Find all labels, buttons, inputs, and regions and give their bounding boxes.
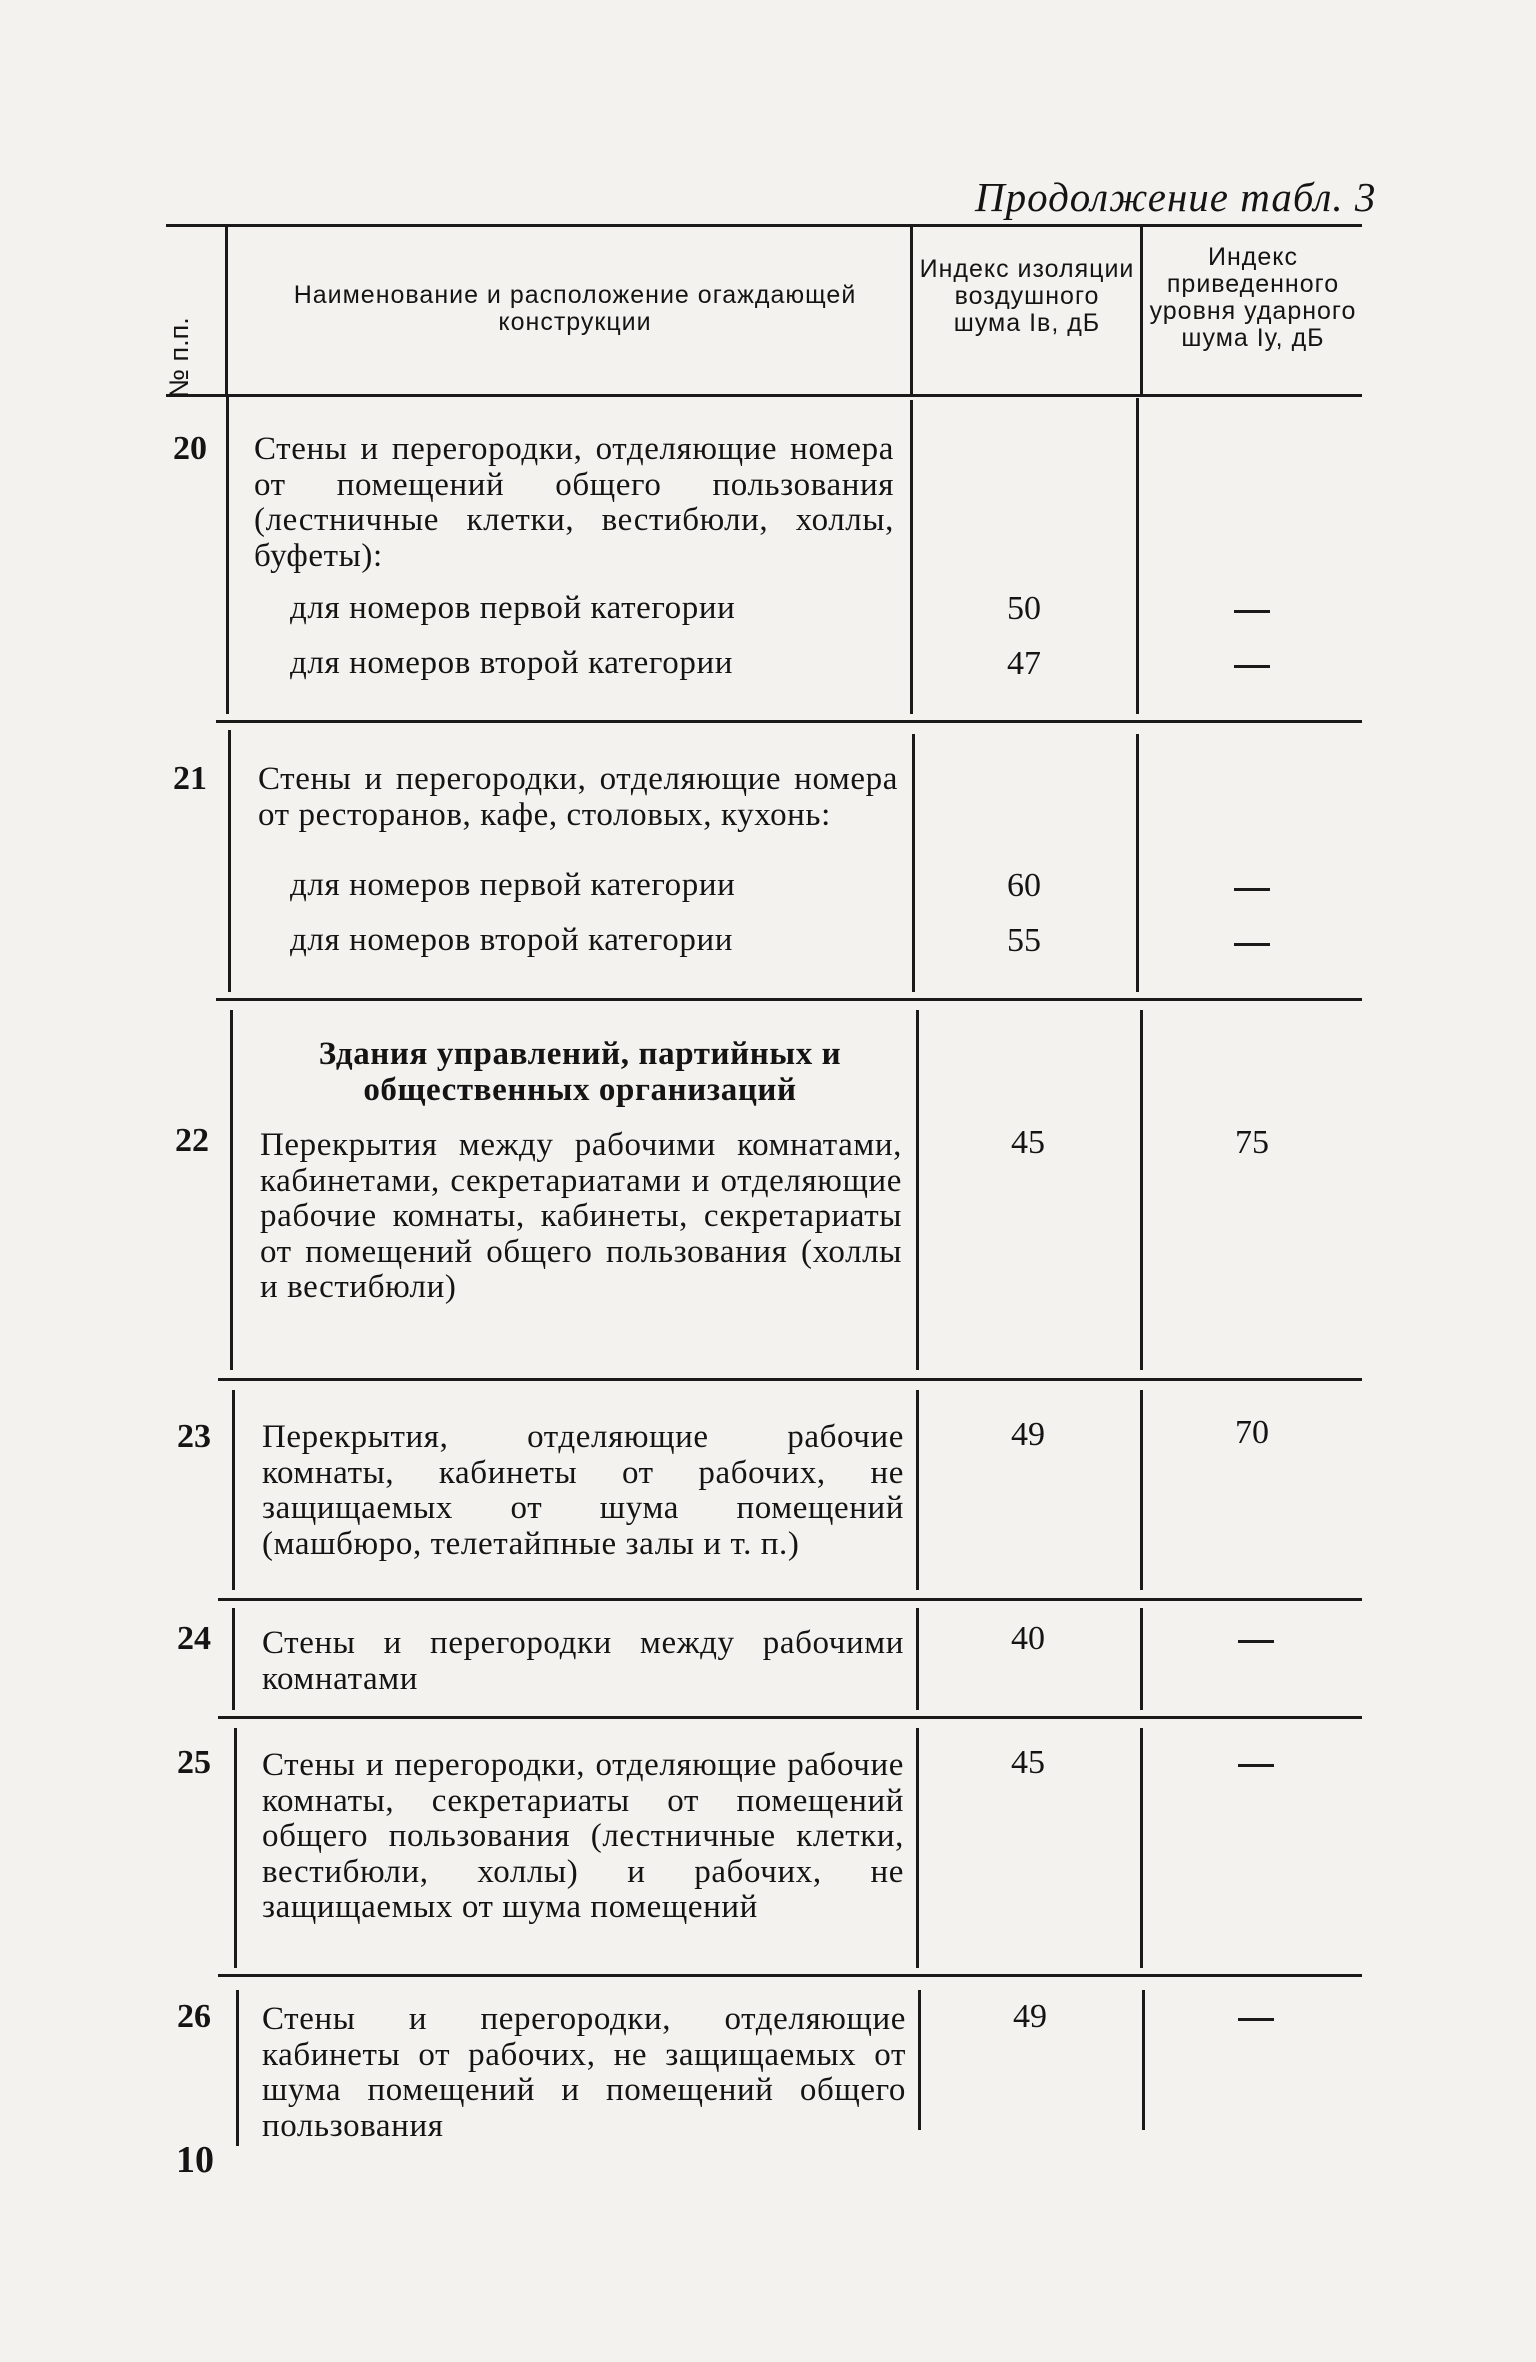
impact-index-dash xyxy=(1234,665,1270,668)
row-divider xyxy=(232,1390,235,1590)
row-number: 23 xyxy=(177,1418,211,1455)
row-subitem: для номеров второй категории xyxy=(290,922,733,958)
page-number: 10 xyxy=(176,2139,214,2181)
header-bottom-rule xyxy=(166,394,1362,397)
header-divider-2 xyxy=(910,226,913,394)
row-divider xyxy=(918,1990,921,2130)
row-number: 20 xyxy=(173,430,207,467)
header-air-index: Индекс изоляции воздушного шума Iв, дБ xyxy=(919,255,1135,337)
row-divider xyxy=(912,734,915,992)
impact-index-dash xyxy=(1238,1640,1274,1643)
row-divider xyxy=(1136,398,1139,714)
row-separator xyxy=(218,1598,1362,1601)
header-top-rule xyxy=(166,224,1362,227)
air-index-value: 45 xyxy=(1011,1124,1045,1161)
row-divider xyxy=(230,1010,233,1370)
air-index-value: 49 xyxy=(1013,1998,1047,2035)
header-divider-1 xyxy=(225,226,228,394)
row-divider xyxy=(1136,734,1139,992)
row-divider xyxy=(916,1608,919,1710)
row-description: Стены и перегородки, отделяющие рабочие комнаты, секретариаты от помещений общего пользования (лестничные клетки, вестибюли, холлы) и рабочих, не защищаемых от шума помещений xyxy=(262,1747,904,1925)
row-divider xyxy=(236,1990,239,2146)
row-separator xyxy=(216,720,1362,723)
air-index-value: 55 xyxy=(1007,922,1041,959)
row-subitem: для номеров первой категории xyxy=(290,867,736,903)
row-divider xyxy=(1142,1990,1145,2130)
air-index-value: 47 xyxy=(1007,645,1041,682)
air-index-value: 45 xyxy=(1011,1744,1045,1781)
row-subitem: для номеров первой категории xyxy=(290,590,736,626)
header-number: № п.п. xyxy=(164,317,194,398)
row-divider xyxy=(1140,1390,1143,1590)
row-divider xyxy=(232,1608,235,1710)
row-divider xyxy=(1140,1010,1143,1370)
section-title: Здания управлений, партийных и общественных организаций xyxy=(318,1036,842,1108)
air-index-value: 50 xyxy=(1007,590,1041,627)
row-divider xyxy=(234,1728,237,1968)
row-divider xyxy=(916,1728,919,1968)
row-divider xyxy=(916,1010,919,1370)
row-separator xyxy=(218,1716,1362,1719)
impact-index-value: 70 xyxy=(1235,1414,1269,1451)
row-description: Стены и перегородки между рабочими комнатами xyxy=(262,1625,904,1697)
impact-index-dash xyxy=(1234,888,1270,891)
row-number: 21 xyxy=(173,760,207,797)
row-separator xyxy=(218,1378,1362,1381)
impact-index-dash xyxy=(1234,610,1270,613)
row-subitem: для номеров второй категории xyxy=(290,645,733,681)
air-index-value: 60 xyxy=(1007,867,1041,904)
impact-index-dash xyxy=(1238,1764,1274,1767)
row-description: Стены и перегородки, отделяющие кабинеты от рабочих, не защищаемых от шума помещений и помещений общего пользования xyxy=(262,2001,906,2144)
row-description: Стены и перегородки, отделяющие номера от ресторанов, кафе, столовых, кухонь: xyxy=(258,761,898,833)
row-divider xyxy=(916,1390,919,1590)
row-divider xyxy=(226,396,229,714)
air-index-value: 40 xyxy=(1011,1620,1045,1657)
row-description: Стены и перегородки, отделяющие номера от помещений общего пользования (лестничные клетки, вестибюли, холлы, буфеты): xyxy=(254,431,894,574)
row-divider xyxy=(1140,1728,1143,1968)
row-divider xyxy=(1140,1608,1143,1710)
row-divider xyxy=(228,730,231,992)
row-number: 25 xyxy=(177,1744,211,1781)
row-description: Перекрытия, отделяющие рабочие комнаты, кабинеты от рабочих, не защищаемых от шума помещений (машбюро, телетайпные залы и т. п.) xyxy=(262,1419,904,1562)
impact-index-dash xyxy=(1238,2018,1274,2021)
row-description: Перекрытия между рабочими комнатами, кабинетами, секретариатами и отделяющие рабочие комнаты, кабинеты, секретариаты от помещений общего пользования (холлы и вестибюли) xyxy=(260,1127,902,1305)
row-number: 22 xyxy=(175,1122,209,1159)
impact-index-value: 75 xyxy=(1235,1124,1269,1161)
row-number: 24 xyxy=(177,1620,211,1657)
row-number: 26 xyxy=(177,1998,211,2035)
header-name: Наименование и расположение огаждающей конструкции xyxy=(293,281,857,336)
header-impact-index: Индекс приведенного уровня ударного шума Iу, дБ xyxy=(1149,243,1357,352)
air-index-value: 49 xyxy=(1011,1416,1045,1453)
row-divider xyxy=(910,400,913,714)
row-separator xyxy=(216,998,1362,1001)
header-divider-3 xyxy=(1140,226,1143,394)
row-separator xyxy=(218,1974,1362,1977)
table-caption: Продолжение табл. 3 xyxy=(975,174,1377,220)
impact-index-dash xyxy=(1234,943,1270,946)
